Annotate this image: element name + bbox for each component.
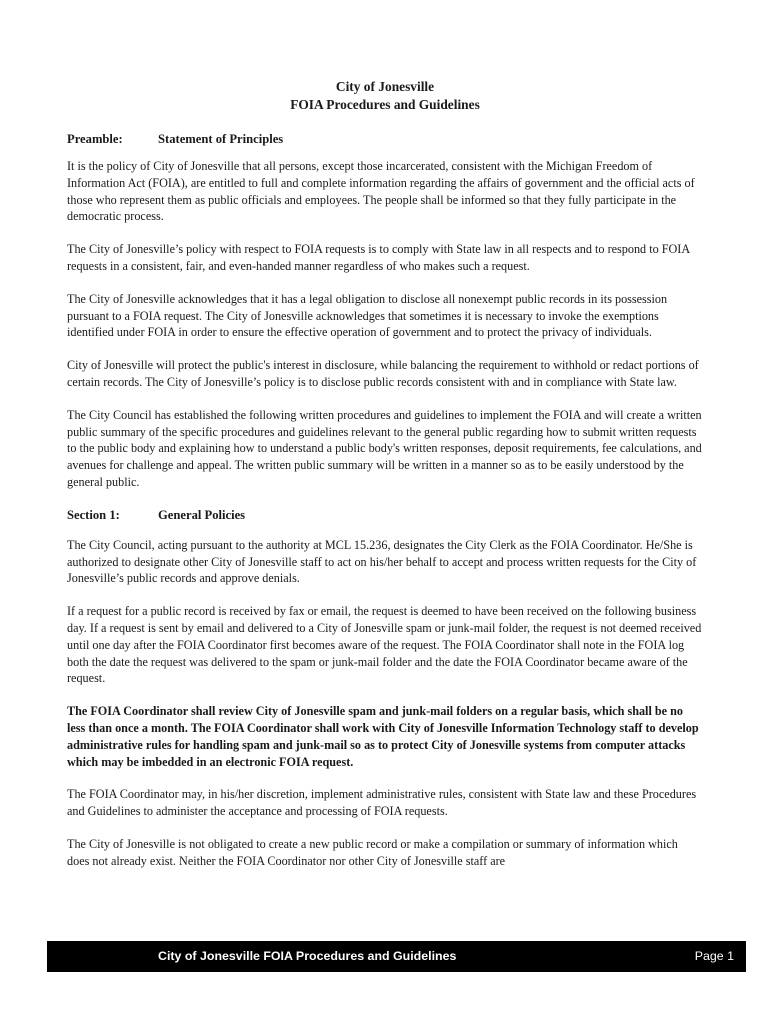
preamble-heading <box>67 131 703 147</box>
preamble-paragraph-4: City of Jonesville will protect the public's interest in disclosure, while balancing the requirement to withhold or redact portions of certain records. The City of Jonesville’s policy is to disclose public records consistent with and in compliance with State law. <box>67 358 699 389</box>
section1-paragraph-1: The City Council, acting pursuant to the authority at MCL 15.236, designates the City Clerk as the FOIA Coordinator. He/She is authorized to designate other City of Jonesville staff to act on his/her behalf to accept and process written requests for the City of Jonesville’s public records and approve denials. <box>67 537 697 586</box>
preamble-paragraph-5: The City Council has established the following written procedures and guidelines to implement the FOIA and will create a written public summary of the specific procedures and guidelines relevant to the general public regarding how to submit written requests to the public body and explaining how to understand a public body's written responses, deposit requirements, fee calculations, and avenues for challenge and appeal. The written public summary will be written in a manner so as to be easily understood by the general public. <box>67 407 702 489</box>
section1-paragraph-5: The City of Jonesville is not obligated to create a new public record or make a compilation or summary of information which does not already exist. Neither the FOIA Coordinator nor other City of Jonesville staff are <box>67 836 678 868</box>
preamble-paragraph-2: The City of Jonesville’s policy with respect to FOIA requests is to comply with State law in all respects and to respond to FOIA requests in a consistent, fair, and even-handed manner regardless of who makes such a request. <box>67 242 690 273</box>
preamble-paragraph-3: The City of Jonesville acknowledges that it has a legal obligation to disclose all nonexempt public records in its possession pursuant to a FOIA request. The City of Jonesville acknowledges that sometimes it is necessary to invoke the exemptions identified under FOIA in order to ensure the effective operation of government and to protect the privacy of individuals. <box>67 291 668 340</box>
section1-title: General Policies <box>158 507 246 522</box>
footer-title: City of Jonesville FOIA Procedures and Guidelines <box>158 949 457 963</box>
section1-paragraph-2: If a request for a public record is received by fax or email, the request is deemed to have been received on the following business day. If a request is sent by email and delivered to a City of Jonesville spam or junk-mail folder, the request is not deemed received until one day after the FOIA Coordinator first becomes aware of the request. The FOIA Coordinator shall note in the FOIA log both the date the request was delivered to the spam or junk-mail folder and the date the FOIA Coordinator became aware of the request. <box>67 604 702 686</box>
document-page <box>67 78 703 870</box>
preamble-title: Statement of Principles <box>158 132 284 146</box>
section1-paragraph-3-bold: The FOIA Coordinator shall review City of Jonesville spam and junk-mail folders on a regular basis, which shall be no less than once a month. The FOIA Coordinator shall work with City of Jonesville Information Technology staff to develop administrative rules for handling spam and junk-mail so as to protect City of Jonesville systems from computer attacks which may be imbedded in an electronic FOIA request. <box>67 704 699 769</box>
section1-heading <box>67 507 703 523</box>
preamble-label: Preamble: <box>67 132 123 146</box>
page-footer <box>47 941 746 972</box>
footer-page-number: Page 1 <box>694 949 734 963</box>
preamble-paragraph-1: It is the policy of City of Jonesville that all persons, except those incarcerated, consistent with the Michigan Freedom of Information Act (FOIA), are entitled to full and complete information regarding the affairs of government and the official acts of those who represent them as public officials and employees. The people shall be informed so that they fully participate in the democratic process. <box>67 159 695 224</box>
section1-label: Section 1: <box>67 507 120 522</box>
section1-paragraph-4: The FOIA Coordinator may, in his/her discretion, implement administrative rules, consistent with State law and these Procedures and Guidelines to administer the acceptance and processing of FOIA requests. <box>67 787 697 819</box>
document-title-line1: City of Jonesville <box>335 79 435 94</box>
document-title-line2: FOIA Procedures and Guidelines <box>290 97 480 112</box>
